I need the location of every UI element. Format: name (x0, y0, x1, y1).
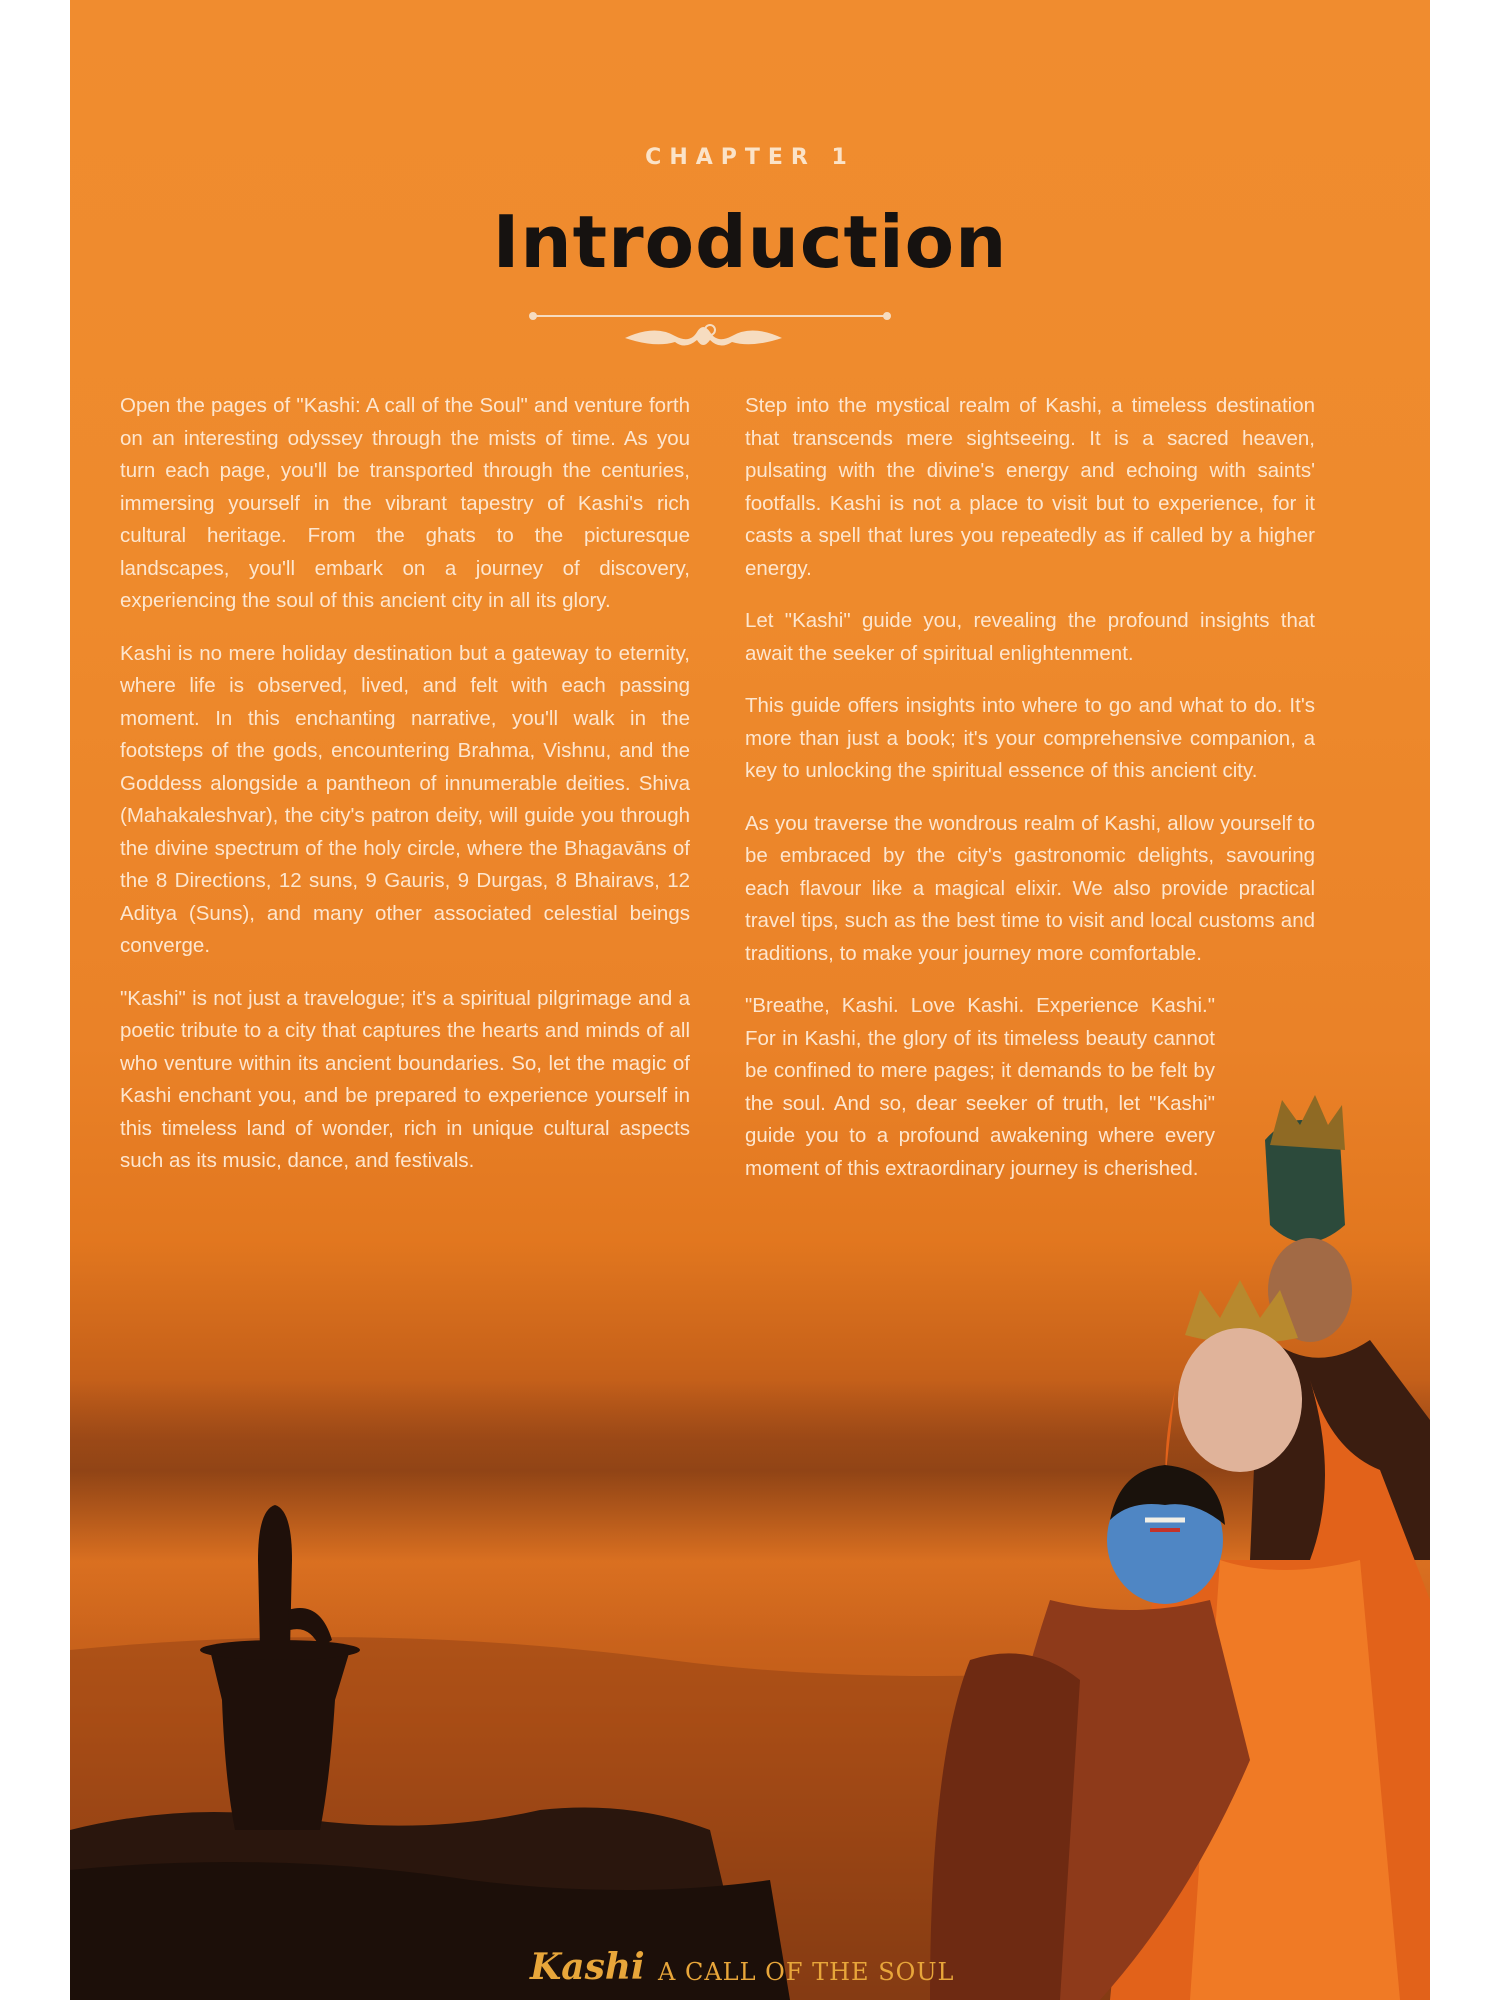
left-text-column (120, 390, 690, 1198)
paragraph: Step into the mystical realm of Kashi, a timeless destination that transcends mere sightseeing. It is a sacred heaven, pulsating with the divine's energy and echoing with saints' footfalls. Kashi is not a place to visit but to experience, for it casts a spell that lures you repeatedly as if called by a higher energy. (745, 394, 1315, 580)
chapter-label: CHAPTER 1 (645, 145, 855, 170)
paragraph: This guide offers insights into where to go and what to do. It's more than just a book; it's your comprehensive companion, a key to unlocking the spiritual essence of this ancient city. (745, 694, 1315, 782)
footer-brand-logo: Kashi (530, 1946, 645, 1988)
paragraph: Open the pages of "Kashi: A call of the Soul" and venture forth on an interesting odyssey through the mists of time. As you turn each page, you'll be transported through the centuries, immersing yourself in the vibrant tapestry of Kashi's rich cultural heritage. From the ghats to the picturesque landscapes, you'll embark on a journey of discovery, experiencing the soul of this ancient city in all its glory. (120, 394, 690, 612)
paragraph: "Breathe, Kashi. Love Kashi. Experience Kashi." For in Kashi, the glory of its timeless beauty cannot be confined to mere pages; it demands to be felt by the soul. And so, dear seeker of truth, let "Kashi" guide you to a profound awakening where every moment of this extraordinary journey is cherished. (745, 994, 1215, 1180)
paragraph: As you traverse the wondrous realm of Kashi, allow yourself to be embraced by the city's gastronomic delights, savouring each flavour like a magical elixir. We also provide practical travel tips, such as the best time to visit and local customs and traditions, to make your journey more comfortable. (745, 811, 1315, 965)
footer-subtitle: A CALL OF THE SOUL (658, 1958, 955, 1986)
paragraph: Let "Kashi" guide you, revealing the profound insights that await the seeker of spiritual enlightenment. (745, 609, 1315, 665)
paragraph: Kashi is no mere holiday destination but a gateway to eternity, where life is observed, lived, and felt with each passing moment. In this enchanting narrative, you'll walk in the footsteps of the gods, encountering Brahma, Vishnu, and the Goddess alongside a pantheon of innumerable deities. Shiva (Mahakaleshvar), the city's patron deity, will guide you through the divine spectrum of the holy circle, where the Bhagavāns of the 8 Directions, 12 suns, 9 Gauris, 9 Durgas, 8 Bhairavs, 12 Aditya (Suns), and many other associated celestial beings converge. (120, 641, 690, 957)
title-divider-ornament (525, 302, 895, 354)
page-title: Introduction (492, 200, 1008, 284)
performers-group (930, 1095, 1430, 2000)
paragraph: "Kashi" is not just a travelogue; it's a spiritual pilgrimage and a poetic tribute to a city that captures the hearts and minds of all who venture within its ancient boundaries. So, let the magic of Kashi enchant you, and be prepared to experience yourself in this timeless land of wonder, rich in unique cultural aspects such as its music, dance, and festivals. (120, 986, 690, 1172)
right-text-column (745, 390, 1315, 1205)
book-page (70, 0, 1430, 2000)
